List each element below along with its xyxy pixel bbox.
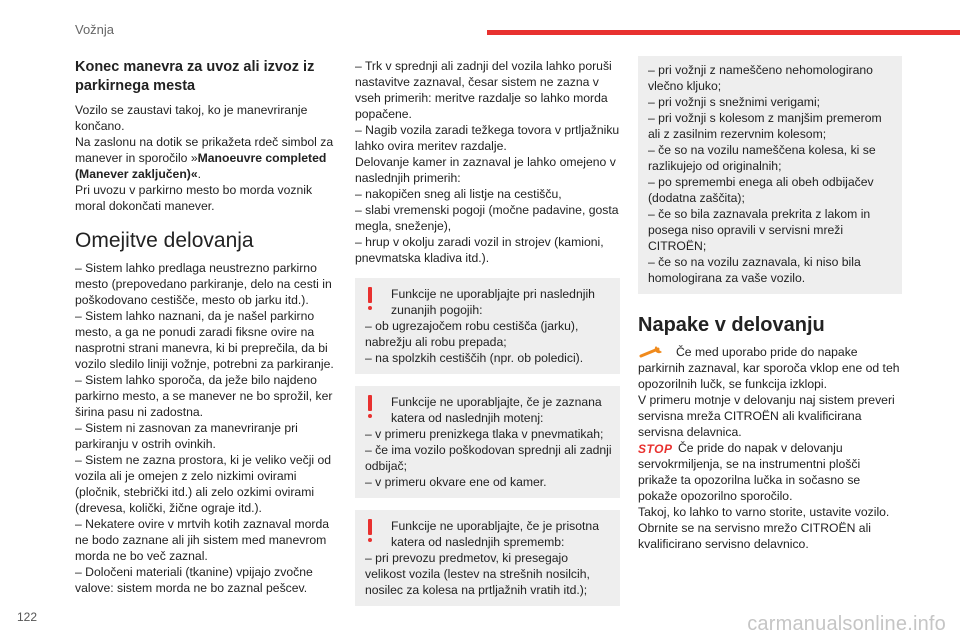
list-item: – hrup v okolju zaradi vozil in strojev (kamioni, pnevmatska kladiva itd.). xyxy=(355,235,604,265)
column-right xyxy=(638,56,902,552)
paragraph: Pri uvozu v parkirno mesto bo morda voznik moral dokončati manever. xyxy=(75,183,313,213)
stop-warning-icon: STOP xyxy=(638,442,673,456)
paragraph: Če med uporabo pride do napake parkirnih zaznaval, kar sporoča vklop ene od teh opozorilnih lučk, se funkcija izklopi. xyxy=(638,345,900,391)
subheading-end-manoeuvre: Konec manevra za uvoz ali izvoz iz parkirnega mesta xyxy=(75,59,315,94)
note-item: – če so bila zaznavala prekrita z lakom in posega niso opravili v servisni mreži CITROËN; xyxy=(648,207,871,253)
warning-exclamation-icon xyxy=(367,519,373,543)
paragraph: V primeru motnje v delovanju naj sistem preveri servisna mreža CITROËN ali kvalificirana servisna delavnica. xyxy=(638,393,895,439)
list-item: – Določeni materiali (tkanine) vpijajo zvočne valove: sistem morda ne bo zaznal pešcev. xyxy=(75,565,313,595)
note-intro: Funkcije ne uporabljajte, če je zaznana katera od naslednjih motenj: xyxy=(391,395,602,425)
note-item: – pri vožnji s snežnimi verigami; xyxy=(648,95,821,109)
list-item: – slabi vremenski pogoji (močne padavine, gosta megla, sneženje), xyxy=(355,203,619,233)
paragraph: STOP Če pride do napak v delovanju servokrmiljenja, se na instrumentni plošči prikaže ta opozorilna lučka in sočasno se pokaže opozorilno sporočilo. xyxy=(638,441,861,503)
list-item: – Sistem lahko predlaga neustrezno parkirno mesto (prepovedano parkiranje, delo na cesti in poškodovano cestišče, mesto ob jarku itd.). xyxy=(75,261,332,307)
note-intro: Funkcije ne uporabljajte, če je prisotna katera od naslednjih sprememb: xyxy=(391,519,599,549)
watermark: carmanualsonline.info xyxy=(747,613,946,635)
warning-exclamation-icon xyxy=(367,395,373,419)
note-item: – pri vožnji z nameščeno nehomologirano vlečno kljuko; xyxy=(648,63,873,93)
section-heading-malfunctions: Napake v delovanju xyxy=(638,314,825,336)
list-item: – Sistem lahko naznani, da je našel parkirno mesto, a ga ne ponudi zaradi fiksne ovire na nasprotni strani manevra, ki bi preprečila, da bi vozilo sledilo liniji vožnje, potrebni za parkiranje. xyxy=(75,309,334,371)
note-item: – če ima vozilo poškodovan sprednji ali zadnji odbijač; xyxy=(365,443,612,473)
note-item: – pri vožnji s kolesom z manjšim premerom ali z zasilnim rezervnim kolesom; xyxy=(648,111,882,141)
wrench-warning-icon xyxy=(638,344,670,360)
note-item: – v primeru okvare ene od kamer. xyxy=(365,475,547,489)
paragraph: Obrnite se na servisno mrežo CITROËN ali kvalificirano servisno delavnico. xyxy=(638,521,871,551)
note-continuation-box xyxy=(638,56,902,294)
list-item: – Nagib vozila zaradi težkega tovora v prtljažniku lahko ovira meritev razdalje. xyxy=(355,123,620,153)
note-item: – po spremembi enega ali obeh odbijačev (dodatna zaščita); xyxy=(648,175,874,205)
paragraph: Takoj, ko lahko to varno storite, ustavite vozilo. xyxy=(638,505,890,519)
column-left xyxy=(75,58,337,596)
page-number: 122 xyxy=(17,610,38,624)
note-item: – ob ugrezajočem robu cestišča (jarku), nabrežju ali robu prepada; xyxy=(365,319,579,349)
note-item: – pri prevozu predmetov, ki presegajo velikost vozila (lestev na strešnih nosilcih, nosilec za kolesa na prtljažnih vratih itd.); xyxy=(365,551,590,597)
column-middle xyxy=(355,58,620,606)
list-item: – Sistem ne zazna prostora, ki je veliko večji od vozila ali je omejen z zelo nizkimi ovirami (pločnik, stebrički itd.) ali zelo ozkimi ovirami (drevesa, količki, žične ograje itd.). xyxy=(75,453,332,515)
warning-note xyxy=(355,510,620,606)
note-item: – če so na vozilu zaznavala, ki niso bila homologirana za vaše vozilo. xyxy=(648,255,861,285)
paragraph: Na zaslonu na dotik se prikažeta rdeč simbol za manever in sporočilo »Manoeuvre completed (Manever zaključen)«. xyxy=(75,135,334,181)
note-item: – na spolzkih cestiščih (npr. ob poledici). xyxy=(365,351,584,365)
header-accent-bar xyxy=(487,30,960,35)
paragraph: Delovanje kamer in zaznaval je lahko omejeno v naslednjih primerih: xyxy=(355,155,616,185)
section-heading-limitations: Omejitve delovanja xyxy=(75,229,254,252)
bold-message: Manoeuvre completed (Manever zaključen)« xyxy=(75,151,327,181)
warning-exclamation-icon xyxy=(367,287,373,311)
list-item: – Trk v sprednji ali zadnji del vozila lahko poruši nastavitve zaznaval, česar sistem ne zazna v vseh primerih: meritve razdalje so lahko morda popačene. xyxy=(355,59,612,121)
warning-note xyxy=(355,386,620,498)
note-item: – v primeru prenizkega tlaka v pnevmatikah; xyxy=(365,427,604,441)
list-item: – nakopičen sneg ali listje na cestišču, xyxy=(355,187,562,201)
note-intro: Funkcije ne uporabljajte pri naslednjih zunanjih pogojih: xyxy=(391,287,595,317)
header-section-title: Vožnja xyxy=(75,22,115,37)
paragraph: Vozilo se zaustavi takoj, ko je manevriranje končano. xyxy=(75,103,308,133)
list-item: – Sistem ni zasnovan za manevriranje pri parkiranju v ostrih ovinkih. xyxy=(75,421,298,451)
list-item: – Nekatere ovire v mrtvih kotih zaznaval morda ne bodo zaznane ali jih sistem med manevrom morda ne bo več zaznal. xyxy=(75,517,330,563)
note-item: – če so na vozilu nameščena kolesa, ki se razlikujejo od originalnih; xyxy=(648,143,876,173)
warning-note xyxy=(355,278,620,374)
list-item: – Sistem lahko sporoča, da ježe bilo najdeno parkirno mesto, a se manever ne bo sprožil, ker širina pasu ni zadostna. xyxy=(75,373,333,419)
